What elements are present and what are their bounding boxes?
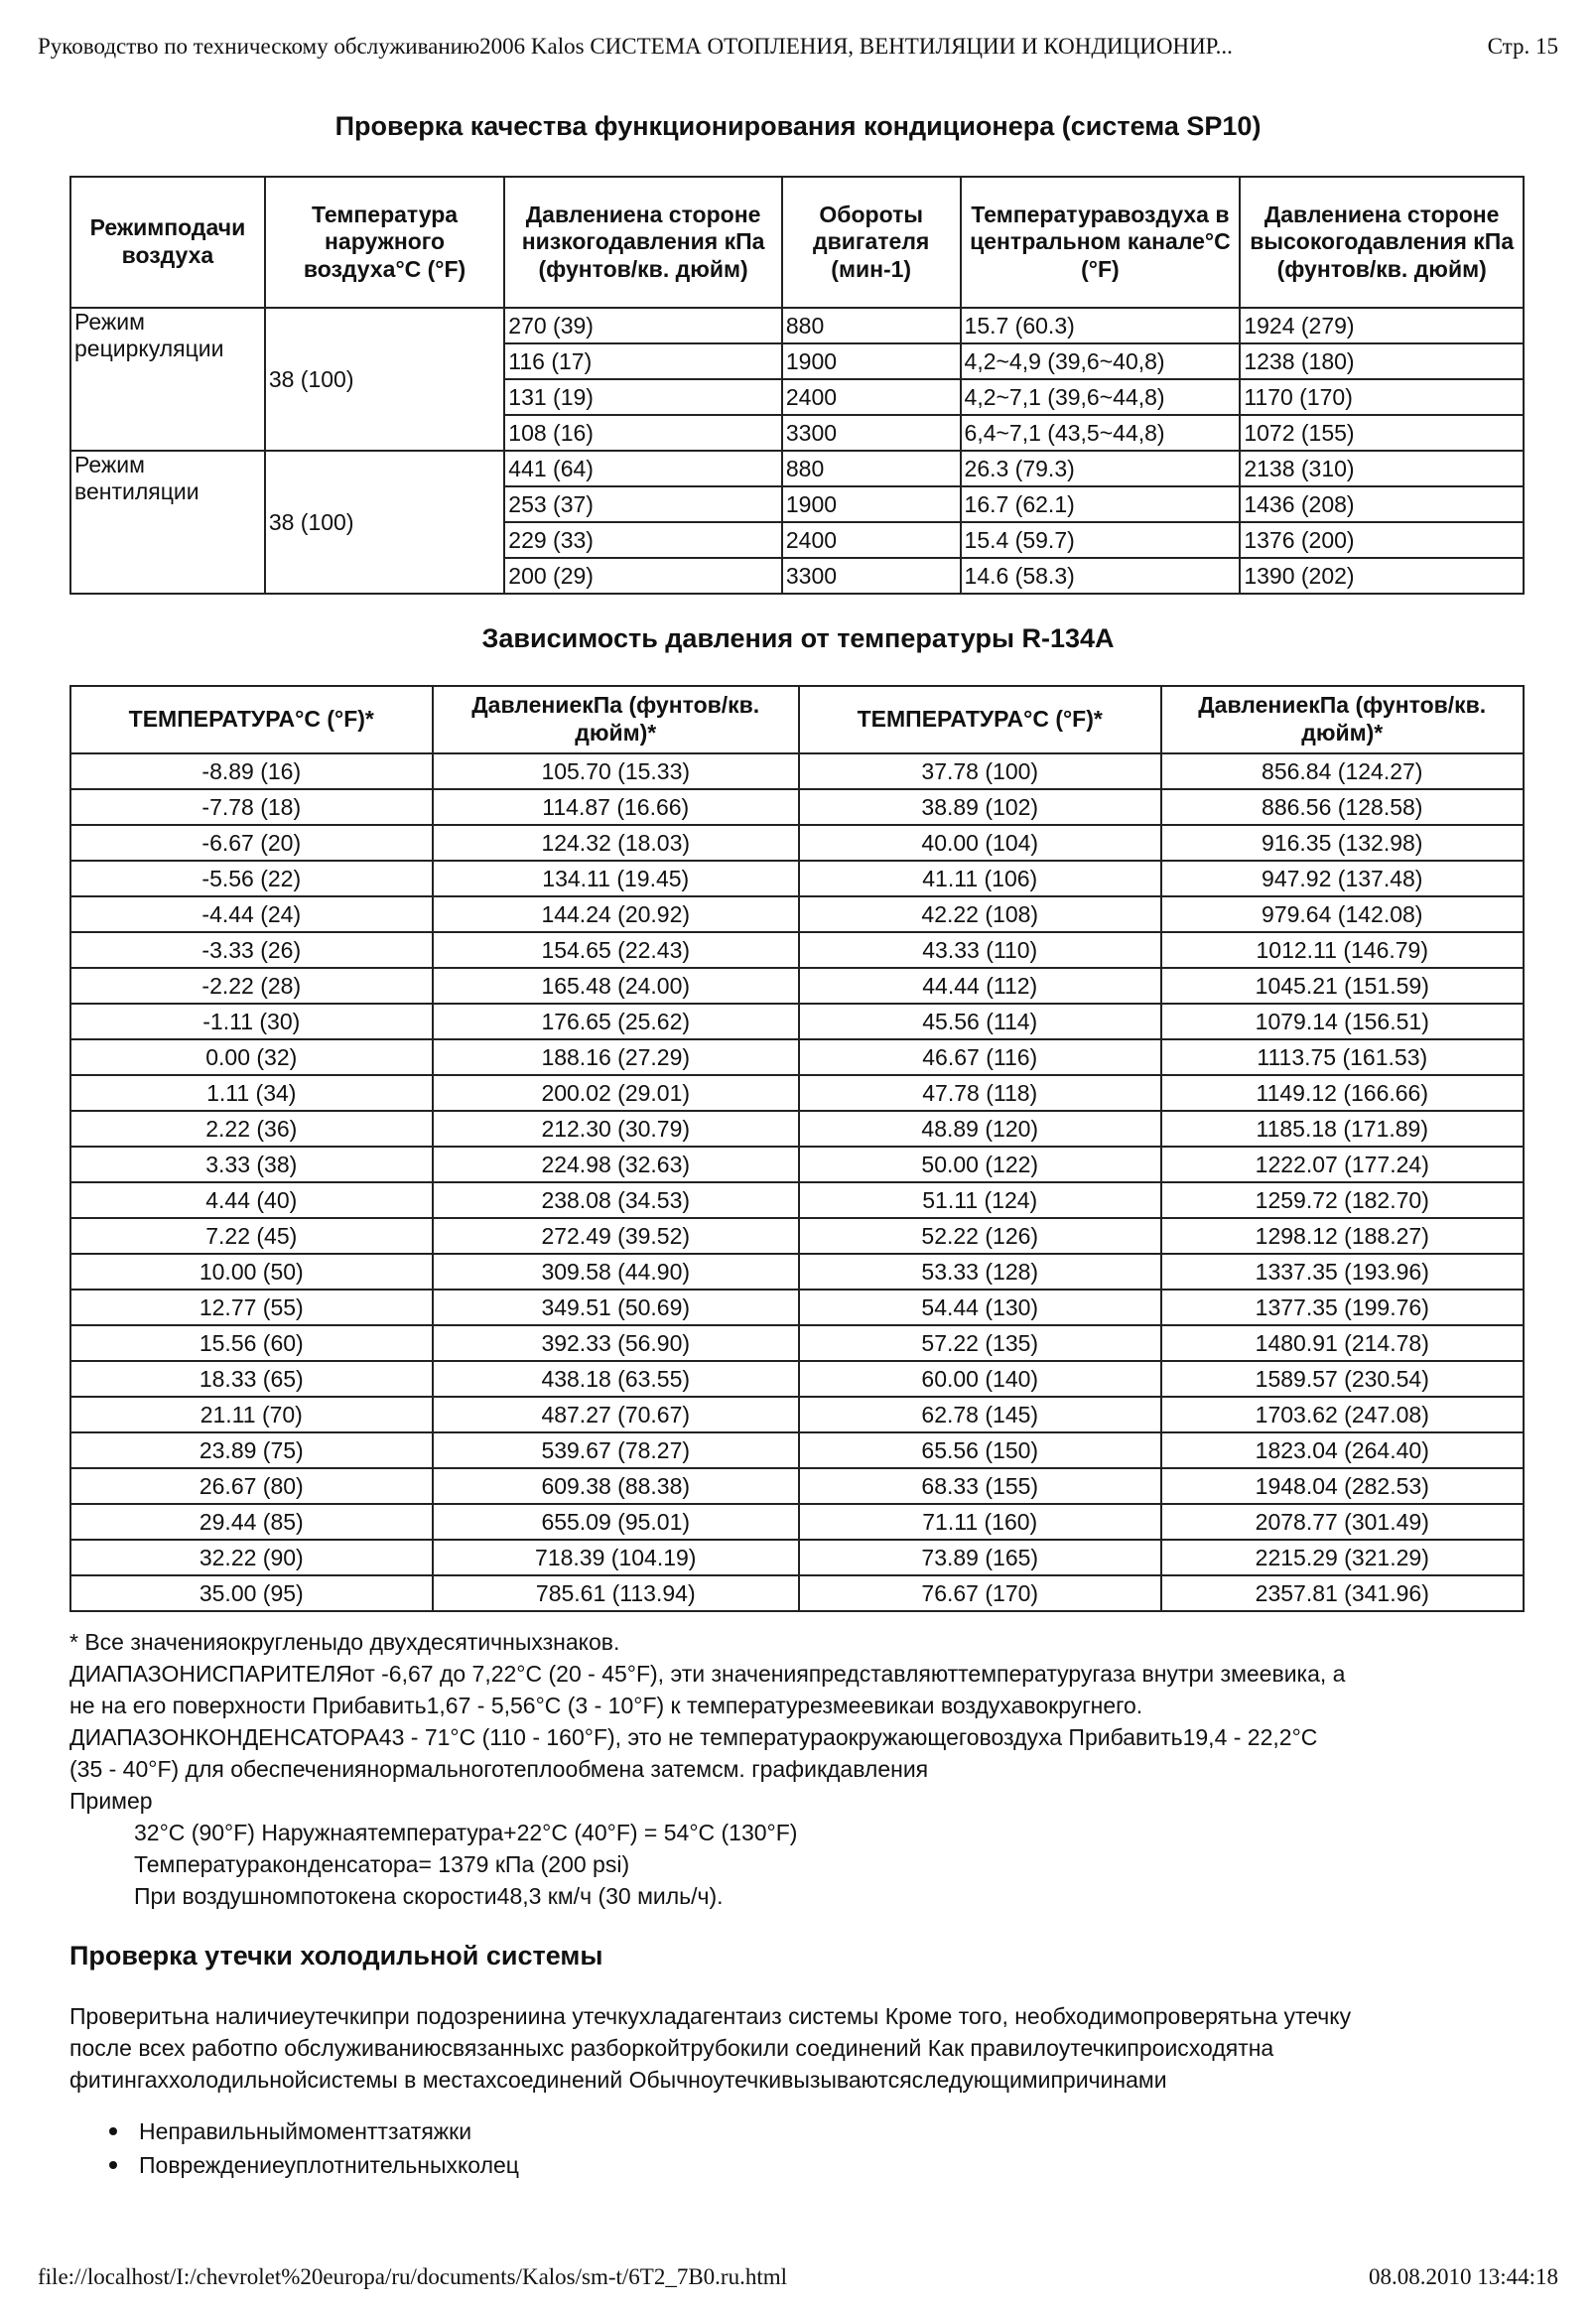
table-cell: 50.00 (122): [799, 1147, 1161, 1182]
table-cell: 60.00 (140): [799, 1361, 1161, 1397]
table-cell: 47.78 (118): [799, 1075, 1161, 1111]
list-item: [69, 2148, 519, 2182]
table-cell: 134.11 (19.45): [433, 861, 799, 896]
col-header-duct-temp: Температуравоздуха в центральном канале°С (°F): [961, 177, 1241, 308]
table-cell: 253 (37): [504, 486, 782, 522]
leak-line-1: Проверитьна наличиеутечкипри подозрениина утечкухладагентаиз системы Кроме того, необходимопроверятьна утечку: [69, 2003, 1352, 2029]
table-row: [70, 1361, 1524, 1397]
header-title: Руководство по техническому обслуживанию2006 Kalos СИСТЕМА ОТОПЛЕНИЯ, ВЕНТИЛЯЦИИ И КОНДИЦИОНИР...: [38, 34, 1233, 59]
evaporator-range-line-1: ДИАПАЗОНИСПАРИТЕЛЯот -6,67 до 7,22°С (20 - 45°F), эти значенияпредставляюттемпературугаза внутри змеевика, а: [69, 1661, 1346, 1687]
table-cell: 124.32 (18.03): [433, 825, 799, 861]
table-cell: 165.48 (24.00): [433, 968, 799, 1004]
list-item: [69, 2114, 519, 2148]
table-cell: 609.38 (88.38): [433, 1468, 799, 1504]
table-row: [70, 896, 1524, 932]
table-cell: 62.78 (145): [799, 1397, 1161, 1432]
table-cell: 880: [782, 308, 961, 343]
table-cell: 1222.07 (177.24): [1161, 1147, 1524, 1182]
table-cell: 26.3 (79.3): [961, 451, 1241, 486]
table-cell: 188.16 (27.29): [433, 1039, 799, 1075]
table-cell: 43.33 (110): [799, 932, 1161, 968]
table-cell: 309.58 (44.90): [433, 1254, 799, 1290]
table-cell: 1149.12 (166.66): [1161, 1075, 1524, 1111]
example-label: Пример: [69, 1788, 153, 1814]
table-cell: 54.44 (130): [799, 1290, 1161, 1325]
col-header-ambient: Температура наружного воздуха°С (°F): [265, 177, 504, 308]
table-cell: 46.67 (116): [799, 1039, 1161, 1075]
table-cell: 48.89 (120): [799, 1111, 1161, 1147]
leak-line-2: после всех работпо обслуживаниюсвязанныхс разборкойтрубокили соединений Как правилоутечкипроисходятна: [69, 2035, 1274, 2061]
table-cell: 2215.29 (321.29): [1161, 1540, 1524, 1575]
table-cell: -8.89 (16): [70, 753, 433, 789]
table-cell: 1170 (170): [1240, 379, 1524, 415]
table-cell: 15.4 (59.7): [961, 522, 1241, 558]
col-header-mode: Режимподачи воздуха: [70, 177, 265, 308]
table-cell: 979.64 (142.08): [1161, 896, 1524, 932]
table-cell: -1.11 (30): [70, 1004, 433, 1039]
table-cell: 14.6 (58.3): [961, 558, 1241, 594]
table-cell: 57.22 (135): [799, 1325, 1161, 1361]
table-row: [70, 1111, 1524, 1147]
table-cell: 392.33 (56.90): [433, 1325, 799, 1361]
table-cell: 441 (64): [504, 451, 782, 486]
table-row: [70, 1147, 1524, 1182]
table-cell: 16.7 (62.1): [961, 486, 1241, 522]
table-row: [70, 1468, 1524, 1504]
ambient-temp-cell: 38 (100): [265, 451, 504, 594]
table-cell: 270 (39): [504, 308, 782, 343]
table-cell: 1823.04 (264.40): [1161, 1432, 1524, 1468]
page-footer: [38, 2264, 1558, 2290]
table-cell: 41.11 (106): [799, 861, 1161, 896]
table-row: [70, 932, 1524, 968]
table-cell: -5.56 (22): [70, 861, 433, 896]
col-header-pressure-1: ДавлениекПа (фунтов/кв. дюйм)*: [433, 686, 799, 753]
ambient-temp-cell: 38 (100): [265, 308, 504, 451]
col-header-high-pressure: Давлениена стороне высокогодавления кПа (фунтов/кв. дюйм): [1240, 177, 1524, 308]
source-url: file://localhost/I:/chevrolet%20europa/ru/documents/Kalos/sm-t/6T2_7B0.ru.html: [38, 2264, 788, 2289]
table-cell: 15.7 (60.3): [961, 308, 1241, 343]
table-cell: 539.67 (78.27): [433, 1432, 799, 1468]
table-row: [70, 1397, 1524, 1432]
table-cell: 52.22 (126): [799, 1218, 1161, 1254]
table-row: [70, 308, 1524, 343]
mode-cell: Режим вентиляции: [70, 451, 265, 594]
table-row: [70, 1218, 1524, 1254]
table-cell: 1390 (202): [1240, 558, 1524, 594]
table-cell: 1079.14 (156.51): [1161, 1004, 1524, 1039]
table-cell: 71.11 (160): [799, 1504, 1161, 1540]
mode-cell: Режим рециркуляции: [70, 308, 265, 451]
table-cell: 114.87 (16.66): [433, 789, 799, 825]
table-cell: 785.61 (113.94): [433, 1575, 799, 1611]
table-cell: 349.51 (50.69): [433, 1290, 799, 1325]
table-cell: -4.44 (24): [70, 896, 433, 932]
table-row: [70, 1540, 1524, 1575]
table-cell: 40.00 (104): [799, 825, 1161, 861]
sp10-table: [69, 176, 1525, 595]
table-row: [70, 1039, 1524, 1075]
table-cell: 35.00 (95): [70, 1575, 433, 1611]
table-row: [70, 861, 1524, 896]
table-cell: 487.27 (70.67): [433, 1397, 799, 1432]
table-cell: 200 (29): [504, 558, 782, 594]
table-cell: 26.67 (80): [70, 1468, 433, 1504]
leak-check-paragraph: [69, 2000, 1538, 2096]
table-row: [70, 1432, 1524, 1468]
table-cell: 42.22 (108): [799, 896, 1161, 932]
footnote: * Все значенияокругленыдо двухдесятичныхзнаков.: [69, 1629, 620, 1655]
bullet-icon: [109, 2161, 117, 2169]
table-cell: 131 (19): [504, 379, 782, 415]
table-cell: 1012.11 (146.79): [1161, 932, 1524, 968]
table-cell: 1045.21 (151.59): [1161, 968, 1524, 1004]
table-cell: 7.22 (45): [70, 1218, 433, 1254]
table-cell: 947.92 (137.48): [1161, 861, 1524, 896]
table-cell: 1480.91 (214.78): [1161, 1325, 1524, 1361]
table-cell: 229 (33): [504, 522, 782, 558]
table-cell: 6,4~7,1 (43,5~44,8): [961, 415, 1241, 451]
print-timestamp: 08.08.2010 13:44:18: [1368, 2264, 1558, 2289]
table-cell: 212.30 (30.79): [433, 1111, 799, 1147]
table-cell: 1238 (180): [1240, 343, 1524, 379]
table-cell: 1948.04 (282.53): [1161, 1468, 1524, 1504]
table-row: [70, 451, 1524, 486]
r134-header-row: [70, 686, 1524, 753]
r134-title: Зависимость давления от температуры R-134A: [481, 623, 1115, 653]
table-row: [70, 789, 1524, 825]
table-cell: 238.08 (34.53): [433, 1182, 799, 1218]
table-row: [70, 1004, 1524, 1039]
table-cell: 3300: [782, 558, 961, 594]
page-header: [38, 34, 1558, 60]
table-cell: -7.78 (18): [70, 789, 433, 825]
table-cell: 76.67 (170): [799, 1575, 1161, 1611]
leak-check-heading: Проверка утечки холодильной системы: [69, 1941, 603, 1970]
table-cell: 105.70 (15.33): [433, 753, 799, 789]
table-cell: 438.18 (63.55): [433, 1361, 799, 1397]
table-cell: 18.33 (65): [70, 1361, 433, 1397]
table-cell: 2357.81 (341.96): [1161, 1575, 1524, 1611]
page-number: Стр. 15: [1487, 34, 1558, 59]
table-cell: 272.49 (39.52): [433, 1218, 799, 1254]
table-row: [70, 1325, 1524, 1361]
condenser-range-line-2: (35 - 40°F) для обеспечениянормальноготеплообмена затемсм. графикдавления: [69, 1756, 929, 1782]
table-cell: 3.33 (38): [70, 1147, 433, 1182]
table-cell: 1298.12 (188.27): [1161, 1218, 1524, 1254]
table-cell: 224.98 (32.63): [433, 1147, 799, 1182]
table-cell: 2078.77 (301.49): [1161, 1504, 1524, 1540]
table-cell: 45.56 (114): [799, 1004, 1161, 1039]
table-cell: 1376 (200): [1240, 522, 1524, 558]
table-cell: 1589.57 (230.54): [1161, 1361, 1524, 1397]
table-cell: 3300: [782, 415, 961, 451]
col-header-rpm: Обороты двигателя (мин-1): [782, 177, 961, 308]
table-cell: 1259.72 (182.70): [1161, 1182, 1524, 1218]
r134-table: [69, 685, 1525, 1612]
table-row: [70, 1504, 1524, 1540]
col-header-low-pressure: Давлениена стороне низкогодавления кПа (фунтов/кв. дюйм): [504, 177, 782, 308]
table-cell: 12.77 (55): [70, 1290, 433, 1325]
table-cell: 886.56 (128.58): [1161, 789, 1524, 825]
sp10-title: Проверка качества функционирования кондиционера (система SP10): [334, 111, 1262, 141]
table-cell: 1377.35 (199.76): [1161, 1290, 1524, 1325]
col-header-temp-1: ТЕМПЕРАТУРА°С (°F)*: [70, 686, 433, 753]
table-cell: -3.33 (26): [70, 932, 433, 968]
table-row: [70, 1254, 1524, 1290]
bullet-icon: [109, 2127, 117, 2135]
table-cell: 1.11 (34): [70, 1075, 433, 1111]
table-cell: 154.65 (22.43): [433, 932, 799, 968]
table-cell: 29.44 (85): [70, 1504, 433, 1540]
table-row: [70, 1575, 1524, 1611]
condenser-range-line-1: ДИАПАЗОНКОНДЕНСАТОРА43 - 71°С (110 - 160°F), это не температураокружающеговоздуха Прибавить19,4 - 22,2°С: [69, 1724, 1318, 1750]
table-cell: 2.22 (36): [70, 1111, 433, 1147]
table-cell: 1337.35 (193.96): [1161, 1254, 1524, 1290]
table-cell: 655.09 (95.01): [433, 1504, 799, 1540]
table-cell: 880: [782, 451, 961, 486]
table-cell: 38.89 (102): [799, 789, 1161, 825]
sp10-header-row: [70, 177, 1524, 308]
table-cell: 1185.18 (171.89): [1161, 1111, 1524, 1147]
table-cell: 32.22 (90): [70, 1540, 433, 1575]
table-row: [70, 1075, 1524, 1111]
notes-block: [69, 1626, 1538, 1912]
col-header-pressure-2: ДавлениекПа (фунтов/кв. дюйм)*: [1161, 686, 1524, 753]
table-cell: 2138 (310): [1240, 451, 1524, 486]
table-cell: 1072 (155): [1240, 415, 1524, 451]
table-cell: 1113.75 (161.53): [1161, 1039, 1524, 1075]
table-cell: 916.35 (132.98): [1161, 825, 1524, 861]
table-cell: 2400: [782, 379, 961, 415]
table-cell: 1924 (279): [1240, 308, 1524, 343]
table-cell: 4,2~4,9 (39,6~40,8): [961, 343, 1241, 379]
example-line-3: При воздушномпотокена скорости48,3 км/ч (30 миль/ч).: [134, 1883, 724, 1909]
table-row: [70, 825, 1524, 861]
table-cell: 37.78 (100): [799, 753, 1161, 789]
table-row: [70, 1182, 1524, 1218]
table-cell: 23.89 (75): [70, 1432, 433, 1468]
leak-line-3: фитингаххолодильнойсистемы в местахсоединений Обычноутечкивызываютсяследующимипричинами: [69, 2067, 1167, 2093]
table-cell: 176.65 (25.62): [433, 1004, 799, 1039]
table-row: [70, 968, 1524, 1004]
table-cell: 4,2~7,1 (39,6~44,8): [961, 379, 1241, 415]
evaporator-range-line-2: не на его поверхности Прибавить1,67 - 5,56°С (3 - 10°F) к температурезмеевикаи воздухавокругнего.: [69, 1693, 1143, 1718]
table-cell: 718.39 (104.19): [433, 1540, 799, 1575]
table-cell: 1703.62 (247.08): [1161, 1397, 1524, 1432]
table-cell: 1436 (208): [1240, 486, 1524, 522]
table-row: [70, 1290, 1524, 1325]
table-cell: 51.11 (124): [799, 1182, 1161, 1218]
table-cell: 1900: [782, 486, 961, 522]
table-cell: 10.00 (50): [70, 1254, 433, 1290]
table-cell: 4.44 (40): [70, 1182, 433, 1218]
table-cell: 200.02 (29.01): [433, 1075, 799, 1111]
table-cell: -2.22 (28): [70, 968, 433, 1004]
table-cell: 73.89 (165): [799, 1540, 1161, 1575]
table-cell: 68.33 (155): [799, 1468, 1161, 1504]
table-cell: 856.84 (124.27): [1161, 753, 1524, 789]
table-cell: 21.11 (70): [70, 1397, 433, 1432]
table-cell: -6.67 (20): [70, 825, 433, 861]
table-cell: 144.24 (20.92): [433, 896, 799, 932]
list-item-text: Неправильныймоменттзатяжки: [139, 2118, 472, 2144]
table-cell: 116 (17): [504, 343, 782, 379]
example-line-2: Температураконденсатора= 1379 кПа (200 psi): [134, 1851, 630, 1877]
leak-causes-list: [69, 2114, 519, 2182]
col-header-temp-2: ТЕМПЕРАТУРА°С (°F)*: [799, 686, 1161, 753]
table-cell: 53.33 (128): [799, 1254, 1161, 1290]
table-cell: 108 (16): [504, 415, 782, 451]
table-cell: 1900: [782, 343, 961, 379]
table-row: [70, 753, 1524, 789]
table-cell: 65.56 (150): [799, 1432, 1161, 1468]
table-cell: 15.56 (60): [70, 1325, 433, 1361]
list-item-text: Повреждениеуплотнительныхколец: [139, 2152, 519, 2178]
table-cell: 44.44 (112): [799, 968, 1161, 1004]
table-cell: 0.00 (32): [70, 1039, 433, 1075]
example-line-1: 32°С (90°F) Наружнаятемпература+22°С (40°F) = 54°С (130°F): [134, 1820, 798, 1845]
table-cell: 2400: [782, 522, 961, 558]
